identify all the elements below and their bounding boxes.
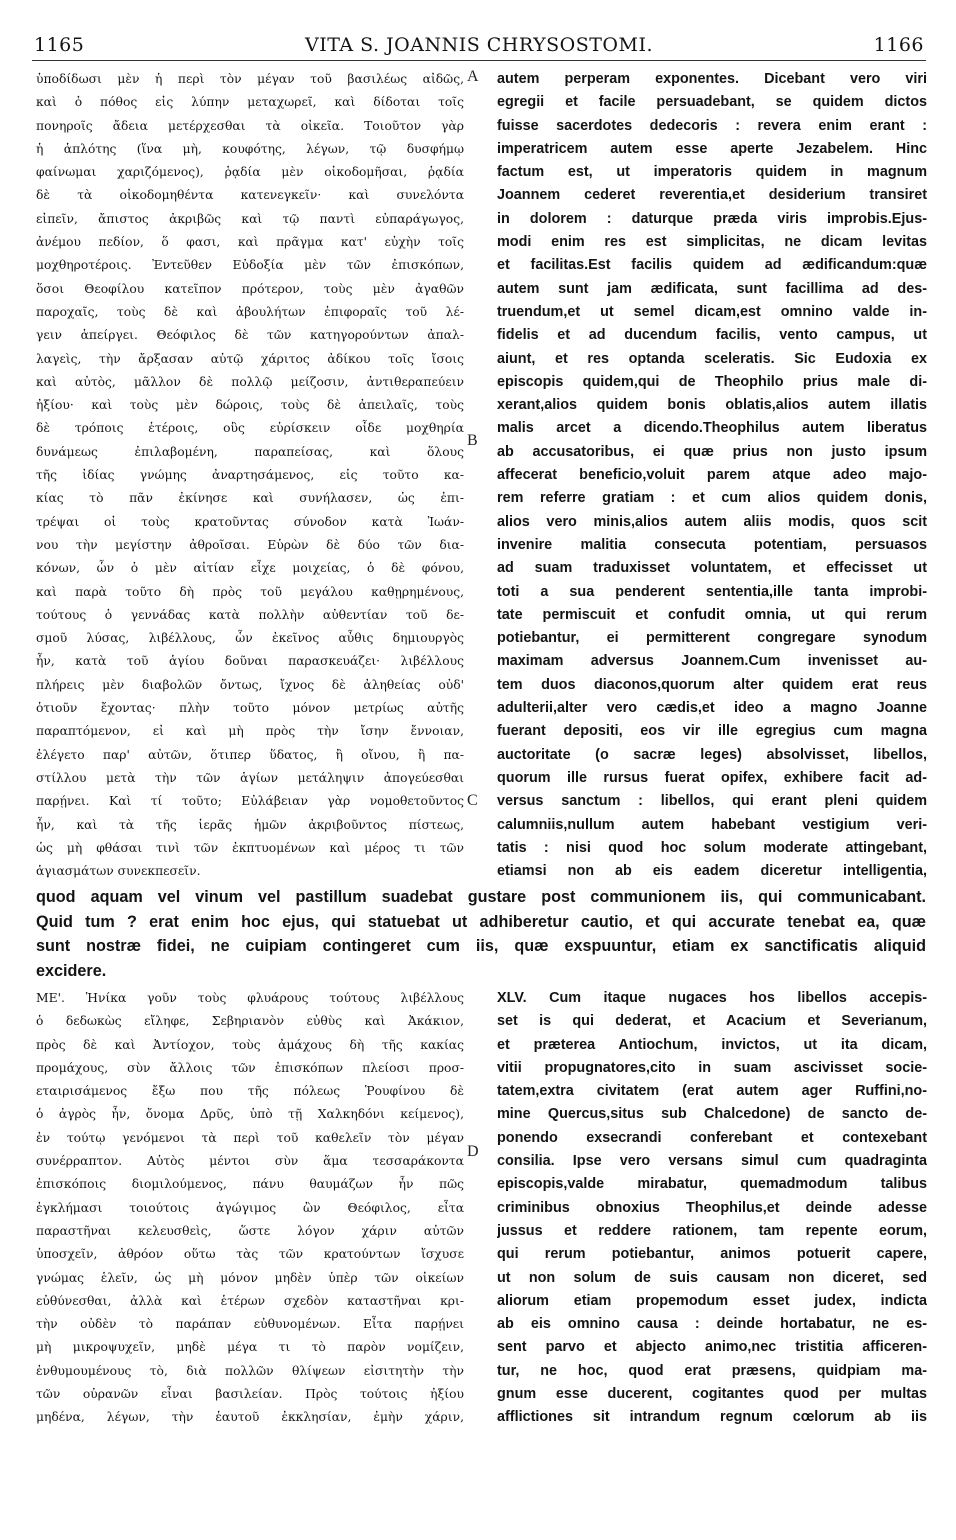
text-line: xerant,alios quidem bonis oblatis,alios autem illatis: [497, 397, 927, 414]
text-line: στίλλου μετὰ τὴν τῶν ἁγίων μετάληψιν ἀπογεύεσθαι: [36, 770, 464, 785]
text-line: potiebantur, ei permitterent congregare synodum: [497, 630, 927, 647]
text-line: εὐθύνεσθαι, ἀλλὰ καὶ ἑτέρων σχεδὸν καταστῆναι κρι-: [36, 1293, 464, 1308]
text-line: ἐγκλήμασι τοιούτοις ἀγώγιμος ὢν Θεόφιλος, εἶτα: [36, 1200, 464, 1215]
text-line: imperatricem autem esse aperte Jezabelem. Hinc: [497, 140, 927, 157]
text-line: ὑποδίδωσι μὲν ἡ περὶ τὸν μέγαν τοῦ βασιλέως αἰδῶς,: [36, 72, 464, 86]
page-header: [32, 26, 926, 61]
text-line: τὴν οὐδὲν τὸ παράπαν εὐθυνομένων. Εἶτα παρῄνει: [36, 1317, 464, 1332]
text-line: malis arcet a dicendo.Theophilus autem liberatus: [497, 420, 927, 437]
text-line: factum est, ut imperatoris quidem in magnum: [497, 164, 927, 181]
text-line: adulterii,alter vero cædis,et ideo a magno Joanne: [497, 700, 927, 717]
text-line: egregii et facile persuadebant, se quidem dictos: [497, 94, 927, 111]
text-line: fidelis et ad ducendum facilis, vento campus, ut: [497, 327, 927, 344]
text-line: afflictiones sit intrandum regnum cœlorum ab iis: [497, 1409, 927, 1426]
page-number-right: 1166: [873, 34, 924, 56]
text-line: ὡς μὴ φθάσαι τινὶ τῶν ἐκπτυομένων καὶ μέρος τι τῶν: [36, 840, 464, 855]
text-line: καὶ αὐτὸς, μᾶλλον δὲ πολλῷ μείζοσιν, ἀντιθεραπεύειν: [36, 374, 464, 389]
text-line: ὅσοι Θεοφίλου κατεῖπον πρότερον, τοὺς μὲν ἀγαθῶν: [36, 281, 464, 296]
text-line: tate permiscuit et confudit omnia, ut qui rerum: [497, 606, 927, 623]
text-line: ἁγιασμάτων συνεκπεσεῖν.: [36, 864, 201, 879]
text-line: truendum,et ut semel dicam,est omnino valde in-: [497, 303, 927, 320]
text-line: νου τὴν μεγίστην ἀθροῖσαι. Εὑρὼν δὲ δύο τῶν δια-: [36, 537, 464, 552]
text-line: modi enim res est simplicitas, ne dicam levitas: [497, 234, 927, 251]
text-line: προμάχους, σὺν ἄλλοις τῶν ἐπισκόπων πλείοσι προσ-: [36, 1060, 464, 1075]
text-line: ἐν τούτῳ γενόμενοι τὰ περὶ τοῦ καθελεῖν τὸν μέγαν: [36, 1130, 464, 1145]
latin-full-width-paragraph: [36, 885, 926, 983]
text-line: Quid tum ? erat enim hoc ejus, qui statuebat ut adhiberetur cautio, et qui accurate tenebat ea, quæ: [36, 912, 926, 931]
text-line: καὶ παρὰ τοῦτο δὴ πρὸς τοῦ μεγάλου καθῃρημένους,: [36, 584, 464, 599]
text-line: ἀνέμου πεδίον, ὅ φασι, καὶ πρᾶγμα κατ' εὐχὴν τοῖς: [36, 235, 464, 250]
text-line: sent parvo et abjecto animo,nec tristitia afficeren-: [497, 1339, 927, 1356]
text-line: ad suam traduxisset voluntatem, et effecisset ut: [497, 560, 927, 577]
text-line: ἦν, κατὰ τοῦ ἁγίου δοῦναι παρασκευάζει· λιβέλλους: [36, 654, 464, 669]
margin-letter-d: D: [467, 1143, 479, 1160]
text-line: τῶν οὐρανῶν εἶναι βασιλείαν. Πρὸς τούτοις ἠξίου: [36, 1387, 464, 1402]
text-line: ὁτιοῦν ἔχοντας· πλὴν τοῦτο μόνον μετρίως αὐτῆς: [36, 701, 464, 716]
text-line: παραστῆναι κελευσθεὶς, ὥστε λόγον χάριν αὐτῶν: [36, 1223, 464, 1238]
text-line: et præterea Antiochum, invictos, ut ita dicam,: [497, 1036, 927, 1053]
text-line: σμοῦ λύσας, λιβέλλους, ὧν ἐκεῖνος αὖθις δημιουργὸς: [36, 631, 464, 646]
text-line: gnum esse ducerent, cogitantes quod per multas: [497, 1386, 927, 1403]
text-line: εταιρισάμενος ἔξω που τῆς πόλεως Ῥουφίνου δὲ: [36, 1084, 464, 1099]
greek-column-bottom: [36, 987, 464, 1430]
text-line: criminibus obnoxius Theophilus,et deinde adesse: [497, 1199, 927, 1216]
text-line: in dolorem : daturque præda viris improbis.Ejus-: [497, 210, 927, 227]
text-line: λαγεὶς, τὴν ἄρξασαν αὐτῷ χάριτος ἀδίκου τοῖς ἴσοις: [36, 351, 464, 366]
text-line: tatis : nisi quod hoc solum moderate attingebant,: [497, 839, 927, 856]
text-line: φαίνωμαι χαριζόμενος), ῥᾳδία μὲν οἰκοδομῆσαι, ῥᾳδία: [36, 165, 464, 180]
text-line: toti a sua penderent sententia,ille tanta improbi-: [497, 583, 927, 600]
text-line: aiunt, et res optanda sceleratis. Sic Eudoxia ex: [497, 350, 927, 367]
latin-column-top: [497, 68, 927, 883]
text-line: παραπτόμενον, εἰ καὶ μὴ πρὸς τὴν ἴσην ἔννοιαν,: [36, 724, 464, 739]
text-line: ἦν, καὶ τὰ τῆς ἱερᾶς ἡμῶν ἀκριβοῦντος πίστεως,: [36, 817, 464, 832]
text-line: ὑποσχεῖν, ἀθρόον οὕτω τὰς τῶν κρατούντων ἴσχυσε: [36, 1247, 464, 1262]
text-line: πονηροῖς ἄδεια μετέρχεσθαι τὰ οἰκεῖα. Τοιοῦτον γὰρ: [36, 118, 464, 133]
text-line: ὁ ἀγρὸς ἦν, ὄνομα Δρῦς, ὑπὸ τῇ Χαλκηδόνι κείμενος),: [36, 1107, 464, 1122]
text-line: ἠξίου· καὶ τοὺς μὲν δώροις, τοὺς δὲ ἀπειλαῖς, τοὺς: [36, 398, 464, 413]
text-line: δυνάμεως ἐπιλαβομένη, παραπείσας, καὶ ὅλους: [36, 444, 464, 459]
text-line: γειν ἀπείργει. Θεόφιλος δὲ τῶν κατηγορούντων ἀπαλ-: [36, 328, 464, 343]
greek-column-top: [36, 68, 464, 883]
text-line: παρῄνει. Καὶ τί τοῦτο; Εὐλάβειαν γὰρ νομοθετοῦντος: [36, 794, 464, 809]
text-line: ab accusatoribus, ei quæ prius non justo ipsum: [497, 443, 927, 460]
text-line: τῆς ἰδίας γνώμης ἀναρτησάμενος, εἰς τοῦτο κα-: [36, 468, 464, 483]
text-line: aliorum etiam propemodum esset judex, indicta: [497, 1292, 927, 1309]
text-line: ἐπισκόποις διομιλούμενος, πάνυ θαυμάζων ἦν πῶς: [36, 1177, 464, 1192]
text-line: quod aquam vel vinum vel pastillum suadebat gustare post communionem iis, qui communicabant.: [36, 888, 926, 906]
text-line: invenire malitia consecuta potentiam, persuasos: [497, 536, 927, 553]
text-line: excidere.: [36, 961, 107, 980]
running-title: VITA S. JOANNIS CHRYSOSTOMI.: [305, 34, 653, 56]
text-line: vitii propugnatores,cito in suam ascivisset socie-: [497, 1059, 927, 1076]
text-line: jussus et reddere rationem, tam repente eorum,: [497, 1222, 927, 1239]
text-line: τούτους ὁ γεννάδας κατὰ πολλὴν αὐθεντίαν τοῦ δε-: [36, 607, 464, 622]
text-line: alios vero minis,alios autem aliis modis, quos scit: [497, 513, 927, 530]
text-line: fuisse sacerdotes dedecoris : revera enim erant :: [497, 117, 927, 134]
text-line: set is qui dederat, et Acacium et Severianum,: [497, 1013, 927, 1030]
text-line: XLV. Cum itaque nugaces hos libellos accepis-: [497, 990, 927, 1006]
text-line: et facilitas.Est facilis quidem ad ædificandum:quæ: [497, 257, 927, 274]
text-line: ἐλέγετο παρ' αὐτῶν, ὅτιπερ ὕδατος, ἢ οἴνου, ἢ πα-: [36, 747, 464, 762]
text-line: τρέψαι οἱ τοὺς κρατοῦντας σύνοδον κατὰ Ἰωάν-: [36, 514, 464, 529]
text-line: affecerat beneficio,voluit parem atque adeo majo-: [497, 467, 927, 484]
text-line: maximam adversus Joannem.Cum invenisset au-: [497, 653, 927, 670]
text-line: auctoritate (o sacræ leges) absolvisset, libellos,: [497, 746, 927, 763]
text-line: δὲ τρόποις ἑτέροις, οὓς εὑρίσκειν οἶδε μοχθηρία: [36, 421, 464, 436]
text-line: παροχαῖς, τοὺς δὲ καὶ ἀβουλήτων ἐπιφοραῖς τοῦ λέ-: [36, 304, 464, 319]
text-line: πρὸς δὲ καὶ Ἀντίοχον, τοὺς ἀμάχους δὴ τῆς κακίας: [36, 1037, 464, 1052]
text-line: μὴ μικροψυχεῖν, μηδὲ μέγα τι τὸ παρὸν νομίζειν,: [36, 1340, 464, 1355]
text-line: qui rerum potiebantur, animos potuerit capere,: [497, 1246, 927, 1263]
margin-letter-a: A: [467, 68, 479, 85]
text-line: ponendo exsecrandi conferebant et contexebant: [497, 1129, 927, 1146]
text-line: εἰπεῖν, ἄπιστος ἀκριβῶς καὶ τῷ παντὶ εὐπαράγωγος,: [36, 211, 464, 226]
text-line: sunt nostræ fidei, ne cuipiam contingeret cum iis, quæ exspuuntur, etiam ex sanctificatis aliquid: [36, 937, 926, 955]
text-line: episcopis,valde mirabatur, quemadmodum talibus: [497, 1176, 927, 1193]
text-line: rem referre gratiam : et cum alios quidem donis,: [497, 490, 927, 507]
text-line: ἡ ἁπλότης (ἵνα μὴ, κουφότης, λέγων, τῷ δυσφήμῳ: [36, 141, 464, 156]
text-line: tem duos diaconos,quorum alter quidem erat reus: [497, 676, 927, 693]
text-line: ab eis omnino causa : deinde hortabatur, ne es-: [497, 1316, 927, 1333]
text-line: autem sunt jam ædificata, sunt facillima ad des-: [497, 280, 927, 297]
page-number-left: 1165: [34, 34, 85, 56]
text-line: μηδένα, λέγων, τὴν ἑαυτοῦ ἐκκλησίαν, ἐμὴν χάριν,: [36, 1410, 464, 1425]
text-line: mine Quercus,situs sub Chalcedone) de sancto de-: [497, 1106, 927, 1123]
text-line: γνώμας ἑλεῖν, ὡς μὴ μόνον μηδὲν ὑπὲρ τῶν οἰκείων: [36, 1270, 464, 1285]
text-line: calumniis,nullum autem habebant vestigium veri-: [497, 816, 927, 833]
text-line: etiamsi non ab eis eadem diceretur intelligentia,: [497, 863, 927, 880]
text-line: ἐνθυμουμένους τὸ, διὰ πολλῶν θλίψεων εἰσιτητὴν τὴν: [36, 1363, 464, 1378]
text-line: δὲ τὰ οἰκοδομηθέντα κατενεγκεῖν· καὶ συνελόντα: [36, 188, 464, 203]
text-line: μοχθηροτέροις. Ἐντεῦθεν Εὐδοξία μὲν τῶν ἐπισκόπων,: [36, 258, 464, 273]
text-line: consilia. Ipse vero versans simul cum quadraginta: [497, 1153, 927, 1170]
text-line: πλήρεις μὲν διαβολῶν ὄντως, ἴχνος δὲ ἀληθείας οὐδ': [36, 677, 464, 692]
text-line: ΜΕ'. Ἡνίκα γοῦν τοὺς φλυάρους τούτους λιβέλλους: [36, 991, 464, 1005]
text-line: κόνων, ὧν ὁ μὲν αἰτίαν εἶχε μοιχείας, ὁ δὲ φόνου,: [36, 561, 464, 576]
text-line: ut non solum de suis causam non diceret, sed: [497, 1269, 927, 1286]
latin-column-bottom: [497, 987, 927, 1430]
text-line: fuerant depositi, eos vir ille egregius cum magna: [497, 723, 927, 740]
text-line: κίας τὸ πᾶν ἐκίνησε καὶ συνήλασεν, ὡς ἐπι-: [36, 491, 464, 506]
text-line: ὁ δεδωκὼς εἴληφε, Σεβηριανὸν εὐθὺς καὶ Ἀκάκιον,: [36, 1014, 464, 1029]
text-line: versus sanctum : libellos, qui erant pleni quidem: [497, 793, 927, 810]
text-line: tur, ne hoc, quod erat præsens, quidpiam ma-: [497, 1362, 927, 1379]
text-line: quorum ille rursus fuerat opifex, exhibere facit ad-: [497, 769, 927, 786]
text-line: συνέρραπτον. Αὐτὸς μέντοι σὺν ἅμα τεσσαράκοντα: [36, 1154, 464, 1169]
text-line: καὶ ὁ πόθος εἰς λύπην μεταχωρεῖ, καὶ δίδοται τοῖς: [36, 95, 464, 110]
text-line: Joannem cederet reverentia,et desiderium transiret: [497, 187, 927, 204]
margin-letter-c: C: [467, 792, 478, 809]
text-line: tatem,extra civitatem (erat autem ager Ruffini,no-: [497, 1083, 927, 1100]
text-line: autem perperam exponentes. Dicebant vero viri: [497, 71, 927, 87]
margin-letter-b: B: [467, 432, 478, 449]
text-line: episcopis quidem,qui de Theophilo prius male di-: [497, 373, 927, 390]
